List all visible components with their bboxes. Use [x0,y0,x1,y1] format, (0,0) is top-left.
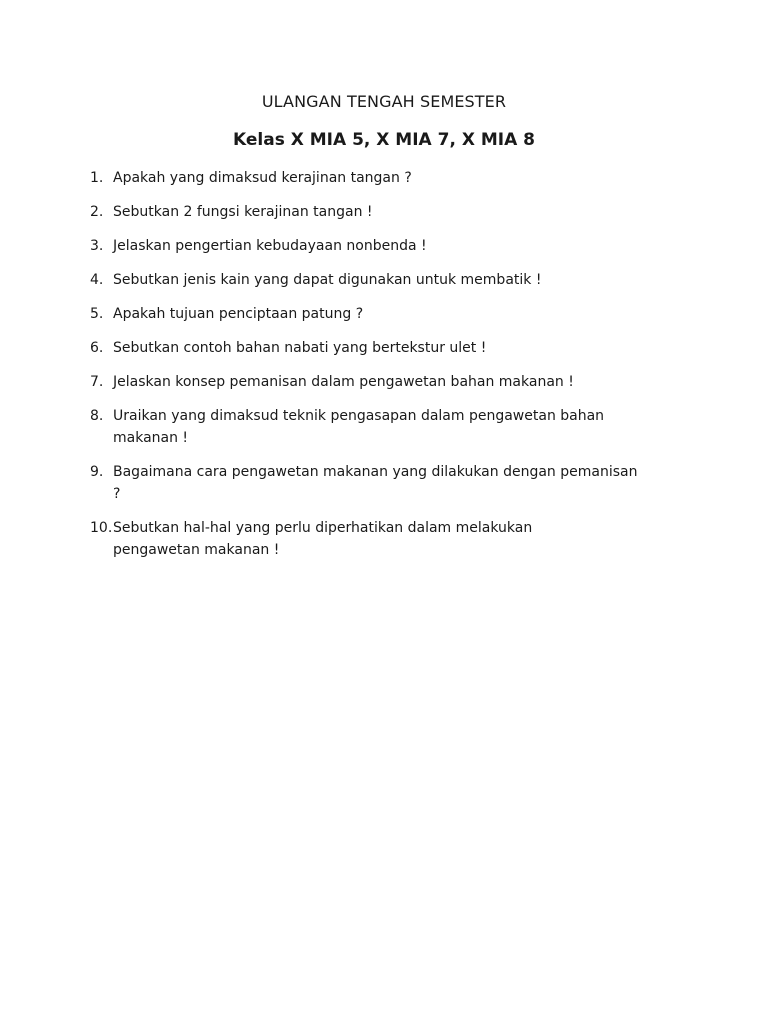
question-item [90,201,690,223]
question-number: 4. [90,272,104,288]
question-text: Bagaimana cara pengawetan makanan yang dilakukan dengan pemanisan [113,464,638,480]
question-number: 8. [90,408,104,424]
question-item [90,337,690,359]
question-item [90,167,690,189]
question-number: 6. [90,340,104,356]
question-text-continued: makanan ! [113,430,189,446]
question-number: 7. [90,374,104,390]
question-item [90,371,690,393]
question-text: Apakah tujuan penciptaan patung ? [113,306,364,322]
question-text: Sebutkan jenis kain yang dapat digunakan untuk membatik ! [113,272,542,288]
question-text-continued: pengawetan makanan ! [113,542,280,558]
question-number: 3. [90,238,104,254]
question-text-continued: ? [113,486,121,502]
question-text: Apakah yang dimaksud kerajinan tangan ? [113,170,412,186]
question-item [90,405,690,449]
question-item [90,517,690,561]
question-text: Sebutkan 2 fungsi kerajinan tangan ! [113,204,373,220]
question-number: 2. [90,204,104,220]
question-number: 10. [90,520,113,536]
document-title: ULANGAN TENGAH SEMESTER [261,92,507,111]
question-text: Jelaskan pengertian kebudayaan nonbenda ! [113,238,427,254]
question-text: Sebutkan hal-hal yang perlu diperhatikan dalam melakukan [113,520,533,536]
question-number: 1. [90,170,104,186]
question-number: 9. [90,464,104,480]
question-text: Jelaskan konsep pemanisan dalam pengawetan bahan makanan ! [113,374,574,390]
question-item [90,303,690,325]
question-number: 5. [90,306,104,322]
document-subtitle: Kelas X MIA 5, X MIA 7, X MIA 8 [232,130,535,150]
question-text: Uraikan yang dimaksud teknik pengasapan dalam pengawetan bahan [113,408,605,424]
question-item [90,461,690,505]
question-item [90,269,690,291]
question-item [90,235,690,257]
question-list [90,167,690,573]
question-text: Sebutkan contoh bahan nabati yang bertekstur ulet ! [113,340,487,356]
